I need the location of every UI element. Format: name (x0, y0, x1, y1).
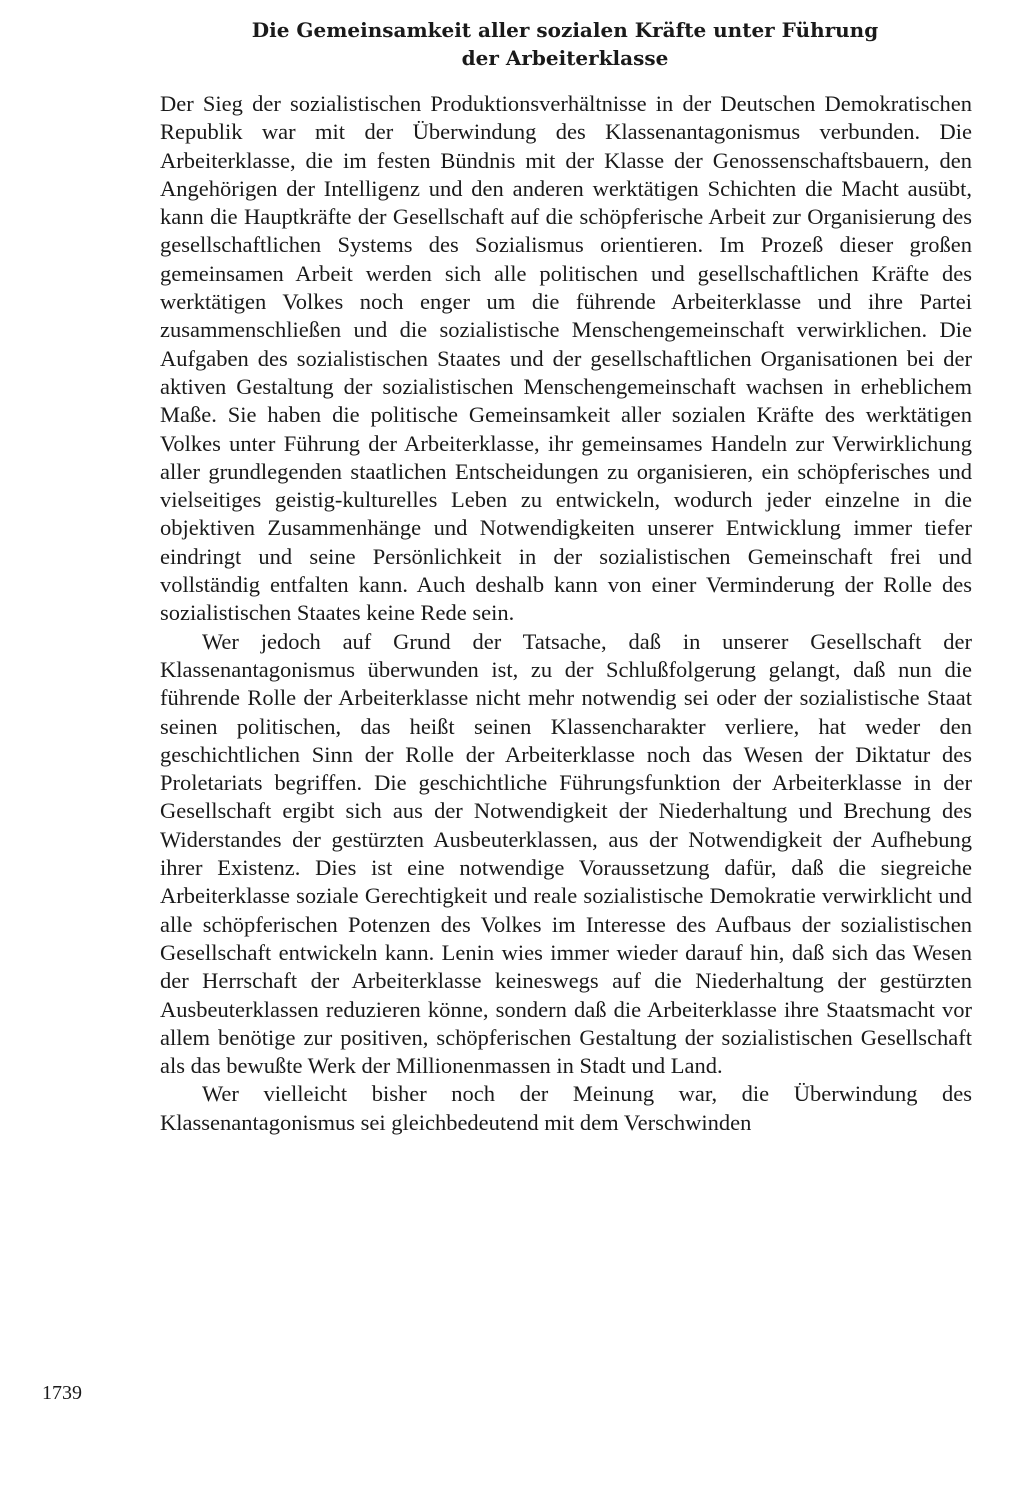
body-text (160, 90, 972, 1137)
paragraph-3: Wer vielleicht bisher noch der Meinung war, die Überwindung des Klassenantagonismus sei gleichbedeutend mit dem Verschwinden (160, 1081, 972, 1135)
paragraph-1: Der Sieg der sozialistischen Produktionsverhältnisse in der Deutschen Demokratischen Republik war mit der Überwindung des Klassenantagonismus verbunden. Die Arbeiterklasse, die im festen Bündnis mit der Klasse der Genossenschaftsbauern, den Angehörigen der Intelligenz und den anderen werktätigen Schichten die Macht ausübt, kann die Hauptkräfte der Gesellschaft auf die schöpferische Arbeit zur Organisierung des gesellschaftlichen Systems des Sozialismus orientieren. Im Prozeß dieser großen gemeinsamen Arbeit werden sich alle politischen und gesellschaftlichen Kräfte des werktätigen Volkes noch enger um die führende Arbeiterklasse und ihre Partei zusammenschließen und die sozialistische Menschengemeinschaft verwirklichen. Die Aufgaben des sozialistischen Staates und der gesellschaftlichen Organisationen bei der aktiven Gestaltung der sozialistischen Menschengemeinschaft wachsen in erheblichem Maße. Sie haben die politische Gemeinsamkeit aller sozialen Kräfte des werktätigen Volkes unter Führung der Arbeiterklasse, ihr gemeinsames Handeln zur Verwirklichung aller grundlegenden staatlichen Entscheidungen zu organisieren, ein schöpferisches und vielseitiges geistig-kulturelles Leben zu entwickeln, wodurch jeder einzelne in die objektiven Zusammenhänge und Notwendigkeiten unserer Entwicklung immer tiefer eindringt und seine Persönlichkeit in der sozialistischen Gemeinschaft frei und vollständig entfalten kann. Auch deshalb kann von einer Verminderung der Rolle des sozialistischen Staates keine Rede sein. (160, 91, 972, 626)
paragraph-2: Wer jedoch auf Grund der Tatsache, daß in unserer Gesellschaft der Klassenantagonismus überwunden ist, zu der Schlußfolgerung gelangt, daß nun die führende Rolle der Arbeiterklasse nicht mehr notwendig sei oder der sozialistische Staat seinen politischen, das heißt seinen Klassencharakter verliere, hat weder den geschichtlichen Sinn der Rolle der Arbeiterklasse noch das Wesen der Diktatur des Proletariats begriffen. Die geschichtliche Führungsfunktion der Arbeiterklasse in der Gesellschaft ergibt sich aus der Notwendigkeit der Niederhaltung und Brechung des Widerstandes der gestürzten Ausbeuterklassen, aus der Notwendigkeit der Aufhebung ihrer Existenz. Dies ist eine notwendige Voraussetzung dafür, daß die siegreiche Arbeiterklasse soziale Gerechtigkeit und reale sozialistische Demokratie verwirklicht und alle schöpferischen Potenzen des Volkes im Interesse des Aufbaus der sozialistischen Gesellschaft entwickeln kann. Lenin wies immer wieder darauf hin, daß sich das Wesen der Herrschaft der Arbeiterklasse keineswegs auf die Niederhaltung der gestürzten Ausbeuterklassen reduzieren könne, sondern daß die Arbeiterklasse ihre Staatsmacht vor allem benötige zur positiven, schöpferischen Gestaltung der sozialistischen Gesellschaft als das bewußte Werk der Millionenmassen in Stadt und Land. (160, 628, 972, 1079)
section-heading-line-1: Die Gemeinsamkeit aller sozialen Kräfte unter Führung (251, 18, 879, 42)
section-heading-line-2: der Arbeiterklasse (461, 46, 669, 70)
page-number: 1739 (42, 1382, 82, 1404)
